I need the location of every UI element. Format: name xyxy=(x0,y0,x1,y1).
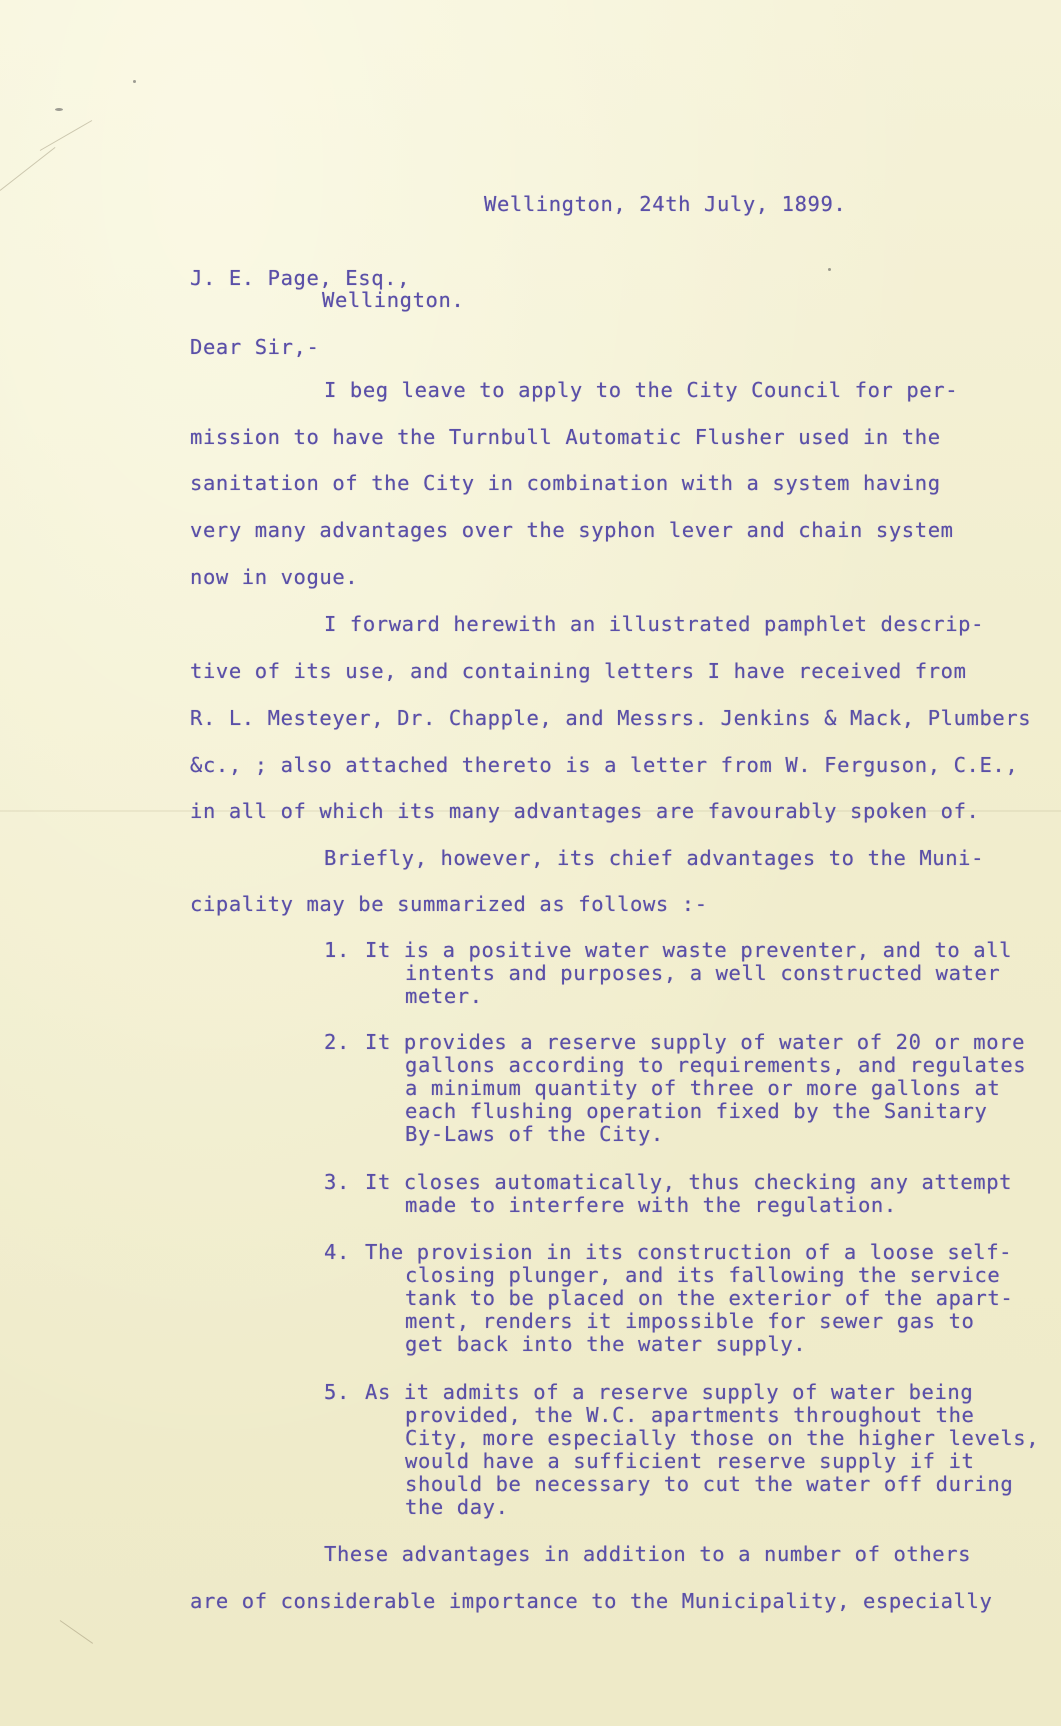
advantage-line: each flushing operation fixed by the Sanitary xyxy=(405,1099,988,1123)
dateline: Wellington, 24th July, 1899. xyxy=(484,192,847,216)
advantage-line: would have a sufficient reserve supply if it xyxy=(405,1449,975,1473)
addressee-city: Wellington. xyxy=(322,288,465,312)
advantage-line: ment, renders it impossible for sewer gas to xyxy=(405,1309,975,1333)
paragraph-line: very many advantages over the syphon lever and chain system xyxy=(190,518,954,542)
addressee-name: J. E. Page, Esq., xyxy=(190,266,411,290)
paragraph-line: sanitation of the City in combination with a system having xyxy=(190,471,941,495)
advantage-line: It closes automatically, thus checking any attempt xyxy=(365,1170,1013,1194)
advantage-line: the day. xyxy=(405,1495,509,1519)
paragraph-line: mission to have the Turnbull Automatic Flusher used in the xyxy=(190,425,941,449)
advantage-line: provided, the W.C. apartments throughout the xyxy=(405,1403,975,1427)
advantage-line: should be necessary to cut the water off during xyxy=(405,1472,1014,1496)
paragraph-line: I beg leave to apply to the City Council for per- xyxy=(324,378,959,402)
paper-crease xyxy=(60,1620,93,1644)
advantage-line: get back into the water supply. xyxy=(405,1332,807,1356)
paper-crease xyxy=(0,147,55,191)
advantage-number: 5. xyxy=(324,1380,350,1404)
advantage-number: 1. xyxy=(324,938,350,962)
paragraph-line: Briefly, however, its chief advantages to the Muni- xyxy=(324,846,985,870)
advantage-number: 4. xyxy=(324,1240,350,1264)
closing-line: are of considerable importance to the Municipality, especially xyxy=(190,1589,993,1613)
paper-speck xyxy=(828,268,831,271)
paper-speck xyxy=(55,108,63,111)
advantage-line: gallons according to requirements, and regulates xyxy=(405,1053,1027,1077)
advantage-number: 3. xyxy=(324,1170,350,1194)
advantage-line: The provision in its construction of a loose self- xyxy=(365,1240,1013,1264)
advantage-line: closing plunger, and its fallowing the service xyxy=(405,1263,1001,1287)
paragraph-line: R. L. Mesteyer, Dr. Chapple, and Messrs. Jenkins & Mack, Plumbers xyxy=(190,706,1032,730)
advantage-line: made to interfere with the regulation. xyxy=(405,1193,897,1217)
advantage-number: 2. xyxy=(324,1030,350,1054)
paragraph-line: cipality may be summarized as follows :- xyxy=(190,892,708,916)
paper-crease xyxy=(40,120,92,151)
paragraph-line: now in vogue. xyxy=(190,565,359,589)
advantage-line: By-Laws of the City. xyxy=(405,1122,664,1146)
advantage-line: tank to be placed on the exterior of the apart- xyxy=(405,1286,1014,1310)
paper-speck xyxy=(133,80,136,83)
advantage-line: a minimum quantity of three or more gallons at xyxy=(405,1076,1001,1100)
advantage-line: City, more especially those on the higher levels, xyxy=(405,1426,1040,1450)
paragraph-line: in all of which its many advantages are favourably spoken of. xyxy=(190,799,980,823)
advantage-line: meter. xyxy=(405,984,483,1008)
advantage-line: It provides a reserve supply of water of 20 or more xyxy=(365,1030,1026,1054)
salutation: Dear Sir,- xyxy=(190,335,320,359)
advantage-line: It is a positive water waste preventer, and to all xyxy=(365,938,1013,962)
closing-line: These advantages in addition to a number of others xyxy=(324,1542,972,1566)
paragraph-line: I forward herewith an illustrated pamphlet descrip- xyxy=(324,612,985,636)
advantage-line: intents and purposes, a well constructed water xyxy=(405,961,1001,985)
paragraph-line: tive of its use, and containing letters I have received from xyxy=(190,659,967,683)
paragraph-line: &c., ; also attached thereto is a letter from W. Ferguson, C.E., xyxy=(190,753,1019,777)
advantage-line: As it admits of a reserve supply of water being xyxy=(365,1380,974,1404)
